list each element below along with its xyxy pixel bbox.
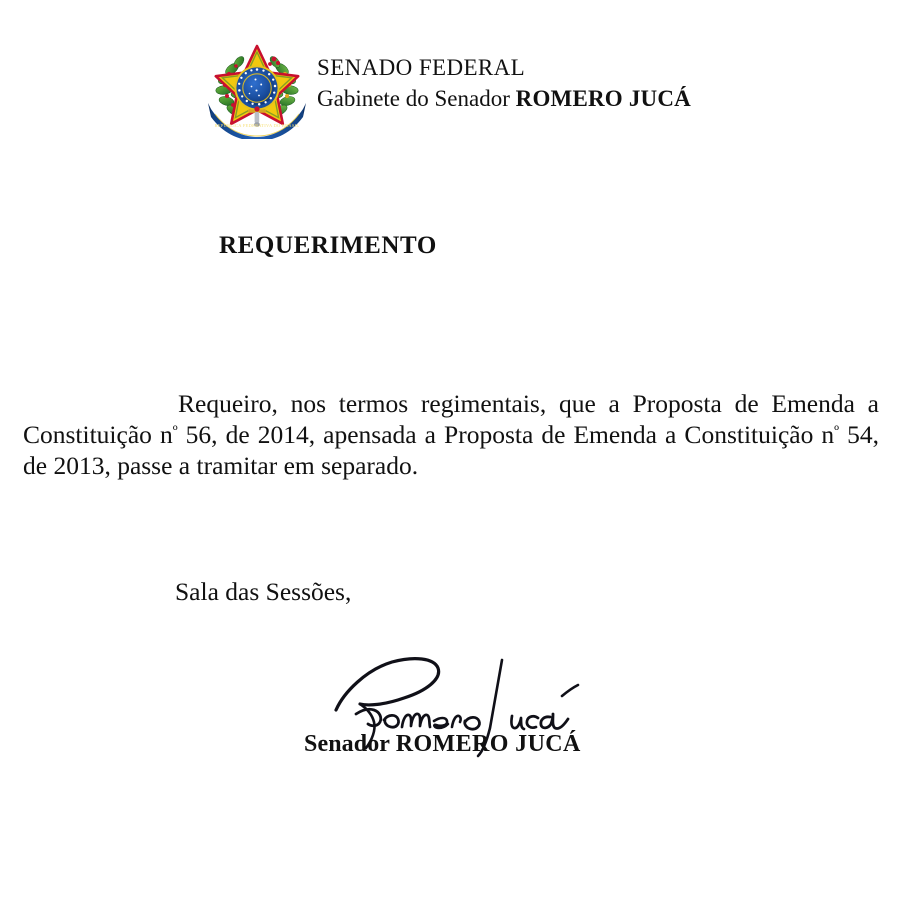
body-text-part-2: 56, de 2014, apensada a Proposta de Emenda a Constituição n [177,420,835,449]
office-line [317,83,691,114]
signature-role-label: Senador [304,731,396,757]
office-prefix: Gabinete do Senador [317,86,516,111]
signature-block [300,648,640,768]
body-paragraph [23,388,879,481]
signature-printed-name [304,731,581,758]
body-text-part-3: 54, de 2013, passe a tramitar em separado. [23,420,879,480]
letterhead [205,33,691,139]
body-text-part-1: Requeiro, nos termos regimentais, que a Proposta de Emenda a Constituição n [23,389,879,449]
svg-text:REPUBLICA FEDERATIVA DO BRASIL: REPUBLICA FEDERATIVA DO BRASIL [214,123,300,128]
document-title: REQUERIMENTO [219,232,437,259]
closing-line: Sala das Sessões, [175,577,352,606]
brazilian-coat-of-arms-icon [205,33,309,139]
ordinal-indicator-first: º [172,423,178,441]
office-senator-name: ROMERO JUCÁ [515,86,691,111]
letterhead-text [317,33,691,114]
ordinal-indicator-second: º [834,423,840,441]
signature-name-text: ROMERO JUCÁ [395,731,581,757]
organization-name: SENADO FEDERAL [317,55,526,80]
